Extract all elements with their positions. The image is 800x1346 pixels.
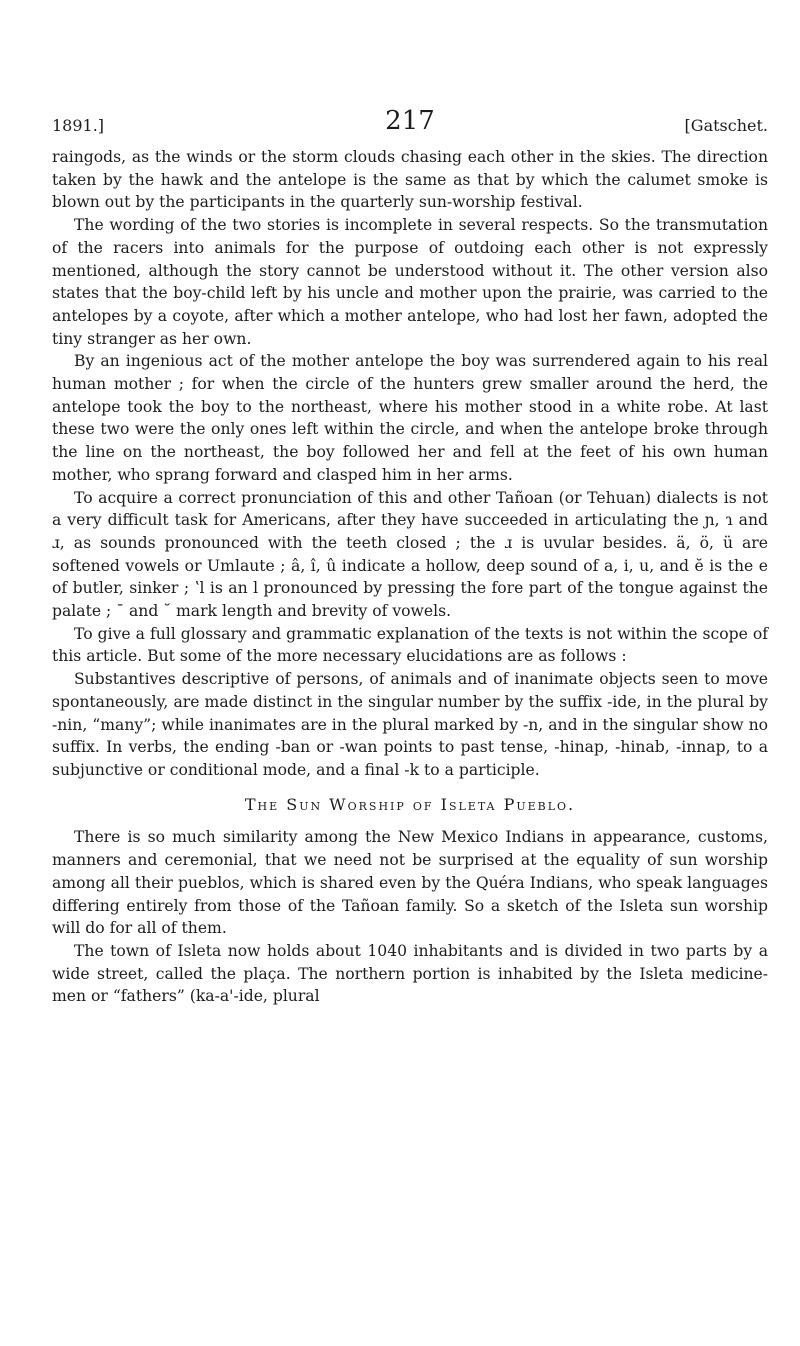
page-number: 217 — [385, 106, 435, 136]
section-paragraph-2: The town of Isleta now holds about 1040 inhabitants and is divided in two parts by a wide street, called the plaça. The northern portion is inhabited by the Isleta medicine-men or “fathers” (ka-a'-ide, plural — [52, 941, 768, 1006]
section-title: The Sun Worship of Isleta Pueblo. — [244, 794, 576, 814]
paragraph-5: To give a full glossary and grammatic explanation of the texts is not within the scope of this article. But some of the more necessary elucidations are as follows : — [52, 624, 768, 666]
header-author: [Gatschet. — [684, 116, 768, 135]
paragraph-6: Substantives descriptive of persons, of animals and of inanimate objects seen to move spontaneously, are made distinct in the singular number by the suffix -ide, in the plural by -nin, “many”; while inanimates are in the plural marked by -n, and in the singular show no suffix. In verbs, the ending -ban or -wan points to past tense, -hinap, -hinab, -innap, to a subjunctive or conditional mode, and a final -k to a participle. — [52, 670, 768, 779]
body-text — [52, 146, 768, 1008]
running-header — [52, 106, 768, 142]
paragraph-2: The wording of the two stories is incomplete in several respects. So the transmutation of the racers into animals for the purpose of outdoing each other is not expressly mentioned, although the story cannot be understood without it. The other version also states that the boy-child left by his uncle and mother upon the prairie, was carried to the antelopes by a coyote, after which a mother antelope, who had lost her fawn, adopted the tiny stranger as her own. — [52, 216, 768, 348]
section-paragraph-1: There is so much similarity among the New Mexico Indians in appearance, customs, manners and ceremonial, that we need not be surprised at the equality of sun worship among all their pueblos, which is shared even by the Quéra Indians, who speak languages differing entirely from those of the Tañoan family. So a sketch of the Isleta sun worship will do for all of them. — [52, 828, 768, 938]
paragraph-4: To acquire a correct pronunciation of this and other Tañoan (or Tehuan) dialects is not a very difficult task for Americans, after they have succeeded in articulating the ɲ, ɿ and ɹ, as sounds pronounced with the teeth closed ; the ɹ is uvular besides. ä, ö, ü are softened vowels or Umlaute ; â, î, û indicate a hollow, deep sound of a, i, u, and ĕ is the e of butler, sinker ; ʽl is an l pronounced by pressing the fore part of the tongue against the palate ; ¯ and ˘ mark length and brevity of vowels. — [52, 488, 768, 621]
paragraph-1: raingods, as the winds or the storm clouds chasing each other in the skies. The direction taken by the hawk and the antelope is the same as that by which the calumet smoke is blown out by the participants in the quarterly sun-worship festival. — [52, 148, 768, 212]
paragraph-3: By an ingenious act of the mother antelope the boy was surrendered again to his real human mother ; for when the circle of the hunters grew smaller around the herd, the antelope took the boy to the northeast, where his mother stood in a white robe. At last these two were the only ones left within the circle, and when the antelope broke through the line on the northeast, the boy followed her and fell at the feet of his own human mother, who sprang forward and clasped him in her arms. — [52, 352, 768, 484]
header-year: 1891.] — [52, 116, 105, 135]
